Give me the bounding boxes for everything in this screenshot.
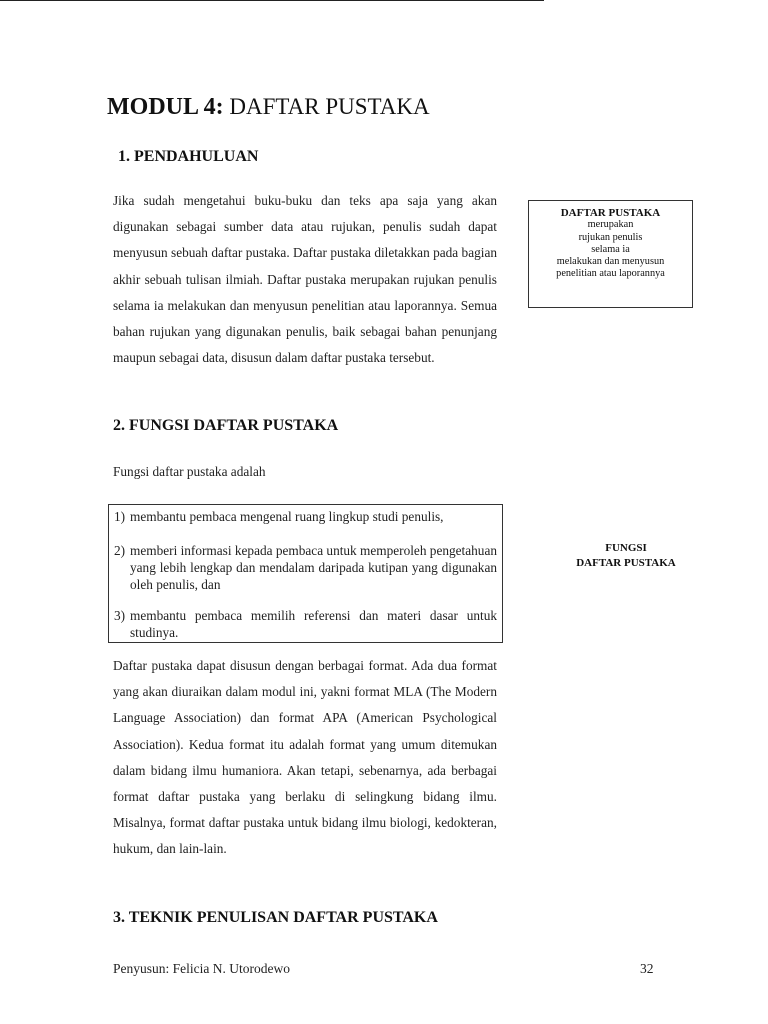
section-heading-pendahuluan: 1. PENDAHULUAN [118, 148, 259, 165]
list-item-number: 2) [114, 543, 126, 558]
fungsi-intro: Fungsi daftar pustaka adalah [113, 464, 266, 479]
sidebar-note-box [528, 200, 693, 308]
sidebar-box-line: rujukan penulis [578, 231, 643, 243]
list-item-text: membantu pembaca memilih referensi dan materi dasar untuk studinya. [130, 608, 497, 640]
sidebar-box-line: merupakan [587, 219, 634, 231]
footer-author: Penyusun: Felicia N. Utorodewo [113, 961, 290, 976]
sidebar-box-title: DAFTAR PUSTAKA [560, 207, 661, 219]
list-item [114, 607, 497, 641]
intro-paragraph: Jika sudah mengetahui buku-buku dan teks apa saja yang akan digunakan sebagai sumber data atau rujukan, penulis sudah dapat menyusun sebuah daftar pustaka. Daftar pustaka diletakkan pada bagian akhir sebuah tulisan ilmiah. Daftar pustaka merupakan rujukan penulis selama ia melakukan dan menyusun penelitian atau laporannya. Semua bahan rujukan yang digunakan penulis, baik sebagai bahan penunjang maupun sebagai data, disusun dalam daftar pustaka tersebut. [113, 193, 497, 366]
list-item-number: 3) [114, 608, 126, 623]
sidebar-box-line: selama ia [591, 243, 630, 255]
list-item-text: membantu pembaca mengenal ruang lingkup studi penulis, [130, 509, 444, 524]
module-title: DAFTAR PUSTAKA [229, 94, 430, 119]
formats-paragraph: Daftar pustaka dapat disusun dengan berbagai format. Ada dua format yang akan diuraikan dalam modul ini, yakni format MLA (The Modern Language Association) dan format APA (American Psychological Association). Kedua format itu adalah format yang umum ditemukan dalam bidang ilmu humaniora. Akan tetapi, sebenarnya, ada berbagai format daftar pustaka yang berlaku di selingkung bidang ilmu. Misalnya, format daftar pustaka untuk bidang ilmu biologi, kedokteran, hukum, dan lain-lain. [113, 658, 497, 857]
sidebar-box-line: penelitian atau laporannya [556, 268, 665, 280]
page-title [107, 94, 430, 121]
functions-list-box [108, 504, 503, 643]
module-number: MODUL 4: [107, 94, 224, 120]
list-item [114, 542, 497, 593]
list-item-text: memberi informasi kepada pembaca untuk memperoleh pengetahuan yang lebih lengkap dan mendalam daripada kutipan yang digunakan oleh penulis, dan [130, 543, 498, 592]
list-item-number: 1) [114, 509, 126, 524]
list-item [114, 508, 497, 525]
sidebar-box-line: melakukan dan menyusun [556, 256, 665, 268]
title-divider [0, 0, 544, 1]
sidebar-note-line: DAFTAR PUSTAKA [576, 557, 676, 569]
section-heading-teknik: 3. TEKNIK PENULISAN DAFTAR PUSTAKA [113, 909, 438, 926]
sidebar-note-line: FUNGSI [605, 542, 647, 554]
section-heading-fungsi: 2. FUNGSI DAFTAR PUSTAKA [113, 417, 339, 434]
sidebar-note-fungsi [560, 541, 692, 571]
page-number: 32 [640, 961, 654, 976]
